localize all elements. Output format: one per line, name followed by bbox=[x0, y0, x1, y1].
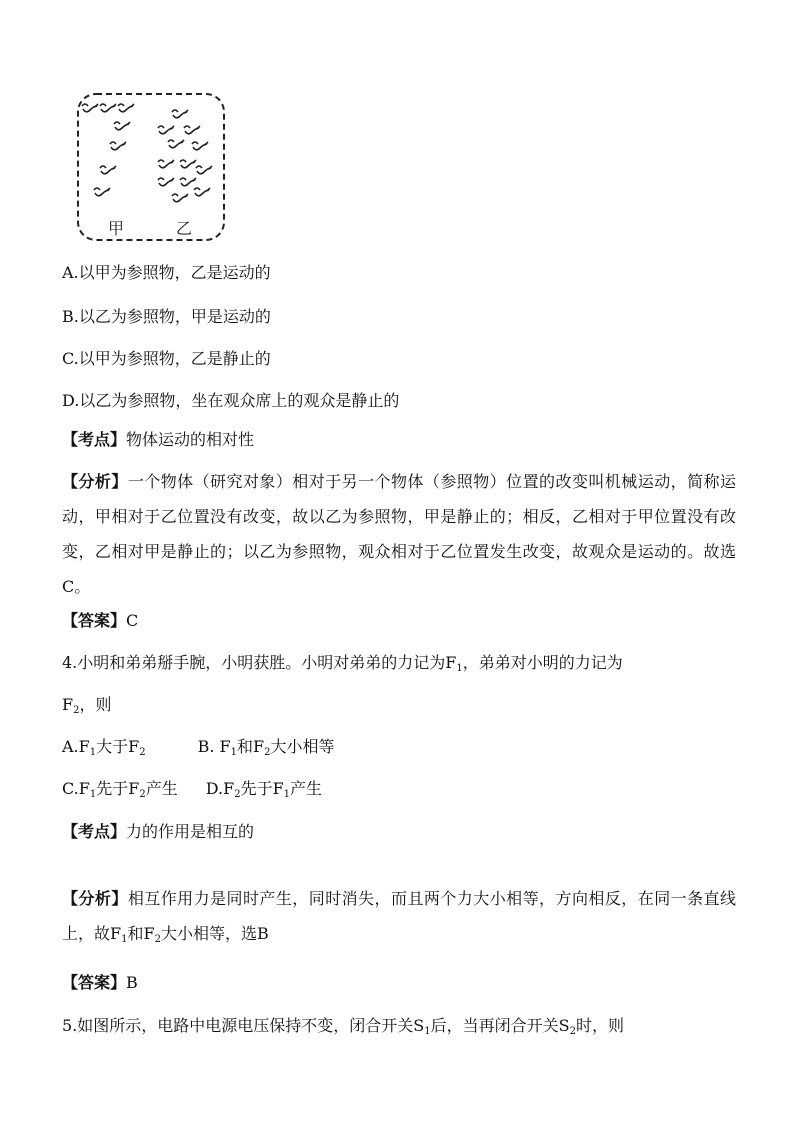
bird-icon bbox=[100, 166, 116, 174]
q3-option-c: C.以甲为参照物，乙是静止的 bbox=[62, 349, 271, 368]
q3-option-b: B.以乙为参照物，甲是运动的 bbox=[62, 307, 271, 326]
q3-kaodian bbox=[62, 430, 254, 450]
bird-icon bbox=[180, 160, 196, 168]
sub: 1 bbox=[230, 747, 238, 758]
sub: 2 bbox=[73, 705, 80, 716]
q5-stem bbox=[62, 1016, 624, 1036]
sub: 1 bbox=[424, 1026, 431, 1037]
bird-icon bbox=[158, 126, 174, 134]
bird-icon bbox=[110, 142, 126, 150]
q3-fenxi bbox=[62, 464, 736, 604]
bird-icon bbox=[118, 104, 134, 112]
q4-opt-d-pre: D.F bbox=[205, 779, 235, 798]
q4-opt-b-post: 大小相等 bbox=[270, 737, 335, 756]
q3-option-a: A.以甲为参照物，乙是运动的 bbox=[62, 263, 271, 282]
q5-stem-c: 时，则 bbox=[575, 1016, 624, 1035]
birds-figure bbox=[66, 86, 232, 244]
kaodian-tag: 【考点】 bbox=[62, 822, 127, 841]
bird-icon bbox=[184, 126, 200, 134]
fenxi-text: 一个物体（研究对象）相对于另一个物体（参照物）位置的改变叫机械运动，简称运动，甲相对于乙位置没有改变，故以乙为参照物，甲是静止的；相反，乙相对于甲位置没有改变，乙相对甲是静止的；以乙为参照物，观众相对于乙位置发生改变，故观众是运动的。故选C。 bbox=[62, 472, 736, 596]
q4-kaodian bbox=[62, 822, 254, 842]
q4-stem-c: F bbox=[62, 695, 74, 714]
answer-tag: 【答案】 bbox=[62, 973, 127, 992]
fenxi-b: 和F bbox=[127, 924, 155, 943]
q4-opt-a-pre: A.F bbox=[62, 737, 90, 756]
q4-stem-d: ，则 bbox=[79, 695, 112, 714]
bird-icon bbox=[82, 104, 98, 112]
bird-icon bbox=[94, 188, 110, 196]
q4-opt-c-post: 产生 bbox=[145, 779, 178, 798]
sub: 1 bbox=[121, 934, 128, 945]
bird-icon bbox=[194, 188, 210, 196]
q4-opt-b-pre: B. F bbox=[197, 737, 231, 756]
q4-stem-line1 bbox=[62, 653, 623, 673]
q5-stem-b: 后，当再闭合开关S bbox=[430, 1016, 570, 1035]
q4-answer bbox=[62, 973, 138, 993]
kaodian-text: 力的作用是相互的 bbox=[126, 822, 255, 841]
bird-group bbox=[82, 104, 212, 202]
q4-stem-b: ，弟弟对小明的力记为 bbox=[462, 653, 623, 672]
sub: 1 bbox=[283, 789, 291, 800]
sub: 1 bbox=[456, 663, 463, 674]
sub: 2 bbox=[154, 934, 161, 945]
label-jia: 甲 bbox=[108, 219, 125, 238]
bird-icon bbox=[100, 104, 116, 112]
q4-stem-line2 bbox=[62, 695, 112, 715]
sub: 2 bbox=[234, 789, 241, 800]
sub: 2 bbox=[139, 789, 146, 800]
bird-icon bbox=[192, 142, 208, 150]
answer-tag: 【答案】 bbox=[62, 611, 127, 630]
q4-options-ab bbox=[62, 737, 335, 757]
answer-text: C bbox=[126, 611, 139, 630]
sub: 1 bbox=[89, 789, 97, 800]
answer-text: B bbox=[126, 973, 138, 992]
q4-opt-c-pre: C.F bbox=[62, 779, 90, 798]
birds-figure-drawing bbox=[66, 86, 232, 244]
label-yi: 乙 bbox=[176, 219, 193, 238]
bird-icon bbox=[180, 178, 196, 186]
q5-stem-a: 5.如图所示，电路中电源电压保持不变，闭合开关S bbox=[62, 1016, 425, 1035]
fenxi-tag: 【分析】 bbox=[62, 889, 128, 908]
q4-fenxi bbox=[62, 881, 736, 951]
q3-option-d: D.以乙为参照物，坐在观众席上的观众是静止的 bbox=[62, 391, 400, 410]
sub: 2 bbox=[139, 747, 146, 758]
sub: 2 bbox=[569, 1026, 576, 1037]
q3-answer bbox=[62, 611, 138, 631]
q4-opt-b-mid: 和F bbox=[237, 737, 265, 756]
bird-icon bbox=[114, 122, 130, 130]
fenxi-tag: 【分析】 bbox=[62, 472, 128, 491]
q4-opt-c-mid: 先于F bbox=[96, 779, 140, 798]
kaodian-tag: 【考点】 bbox=[62, 430, 127, 449]
sub: 1 bbox=[89, 747, 97, 758]
fenxi-a: 相互作用力是同时产生，同时消失，而且两个力大小相等，方向相反，在同一条直线上，故F bbox=[62, 889, 736, 943]
bird-icon bbox=[158, 178, 174, 186]
q4-opt-a-mid: 大于F bbox=[96, 737, 140, 756]
q4-opt-d-mid: 先于F bbox=[240, 779, 284, 798]
bird-icon bbox=[172, 110, 188, 118]
kaodian-text: 物体运动的相对性 bbox=[126, 430, 255, 449]
q4-stem-a: 4.小明和弟弟掰手腕，小明获胜。小明对弟弟的力记为F bbox=[62, 653, 457, 672]
bird-icon bbox=[172, 194, 188, 202]
fenxi-c: 大小相等，选B bbox=[160, 924, 269, 943]
bird-icon bbox=[158, 160, 174, 168]
bird-icon bbox=[168, 140, 184, 148]
q4-opt-d-post: 产生 bbox=[290, 779, 323, 798]
q4-options-cd bbox=[62, 779, 322, 799]
bird-icon bbox=[196, 166, 212, 174]
sub: 2 bbox=[264, 747, 271, 758]
